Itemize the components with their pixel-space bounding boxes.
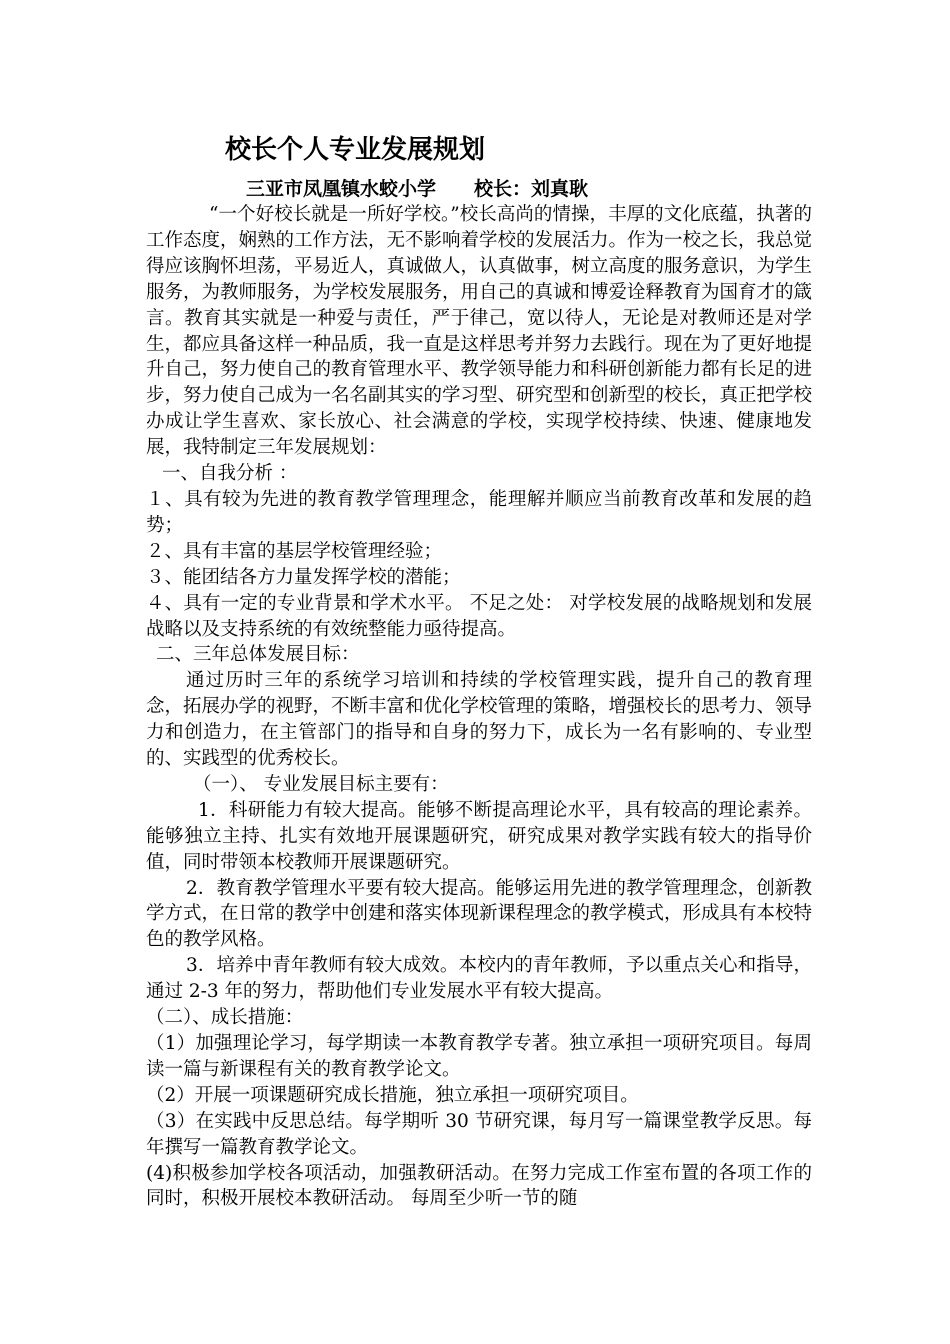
section-heading-self-analysis: 一、自我分析 ： xyxy=(162,463,298,485)
measure-item: (4)积极参加学校各项活动，加强教研活动。在努力完成工作室布置的各项工作的同时，积极开展校本教研活动。 每周至少听一节的随 xyxy=(146,1162,812,1210)
section-heading-goals: 二、三年总体发展目标： xyxy=(156,644,360,666)
list-item: ３、能团结各方力量发挥学校的潜能； xyxy=(146,566,461,588)
goals-paragraph: 通过历时三年的系统学习培训和持续的学校管理实践，提升自己的教育理念，拓展办学的视野，不断丰富和优化学校管理的策略，增强校长的思考力、领导力和创造力，在主管部门的指导和自身的努力下，成长为一名有影响的、专业型的、实践型的优秀校长。 xyxy=(146,670,813,770)
document-body xyxy=(146,202,812,1212)
list-item: １、具有较为先进的教育教学管理理念，能理解并顺应当前教育改革和发展的趋势； xyxy=(146,488,812,536)
target-item: 3．培养中青年教师有较大成效。本校内的青年教师，予以重点关心和指导，通过 2-3 年的努力，帮助他们专业发展水平有较大提高。 xyxy=(146,955,812,1003)
subsection-heading-targets: （一）、 专业发展目标主要有： xyxy=(193,773,449,795)
intro-paragraph: “一个好校长就是一所好学校。”校长高尚的情操，丰厚的文化底蕴，执著的工作态度，娴熟的工作方法，无不影响着学校的发展活力。作为一校之长，我总觉得应该胸怀坦荡，平易近人，真诚做人，认真做事，树立高度的服务意识，为学生服务，为教师服务，为学校发展服务，用自己的真诚和博爱诠释教育为国育才的箴言。教育其实就是一种爱与责任，严于律己，宽以待人，无论是对教师还是对学生，都应具备这样一种品质，我一直是这样思考并努力去践行。现在为了更好地提升自己，努力使自己的教育管理水平、教学领导能力和科研创新能力都有长足的进步，努力使自己成为一名名副其实的学习型、研究型和创新型的校长，真正把学校办成让学生喜欢、家长放心、社会满意的学校，实现学校持续、快速、健康地发展，我特制定三年发展规划： xyxy=(146,204,813,459)
document-title: 校长个人专业发展规划 xyxy=(225,135,486,165)
subsection-heading-measures: （二）、成长措施： xyxy=(146,1007,304,1029)
measure-item: （1）加强理论学习，每学期读一本教育教学专著。独立承担一项研究项目。每周读一篇与新课程有关的教育教学论文。 xyxy=(146,1033,812,1080)
principal-name: 校长：刘真耿 xyxy=(474,178,589,200)
measure-item: （2）开展一项课题研究成长措施，独立承担一项研究项目。 xyxy=(146,1084,639,1106)
document-byline xyxy=(246,176,588,202)
school-name: 三亚市凤凰镇水蛟小学 xyxy=(246,178,437,200)
measure-item: （3）在实践中反思总结。每学期听 30 节研究课，每月写一篇课堂教学反思。每年撰写一篇教育教学论文。 xyxy=(146,1110,812,1158)
list-item: ４、具有一定的专业背景和学术水平。 不足之处： 对学校发展的战略规划和发展战略以及支持系统的有效统整能力亟待提高。 xyxy=(146,592,812,640)
list-item: ２、具有丰富的基层学校管理经验； xyxy=(146,540,443,562)
target-item: 1．科研能力有较大提高。能够不断提高理论水平，具有较高的理论素养。能够独立主持、扎实有效地开展课题研究，研究成果对教学实践有较大的指导价值，同时带领本校教师开展课题研究。 xyxy=(146,799,812,873)
target-item: 2．教育教学管理水平要有较大提高。能够运用先进的教学管理理念，创新教学方式，在日常的教学中创建和落实体现新课程理念的教学模式，形成具有本校特色的教学风格。 xyxy=(146,877,813,951)
